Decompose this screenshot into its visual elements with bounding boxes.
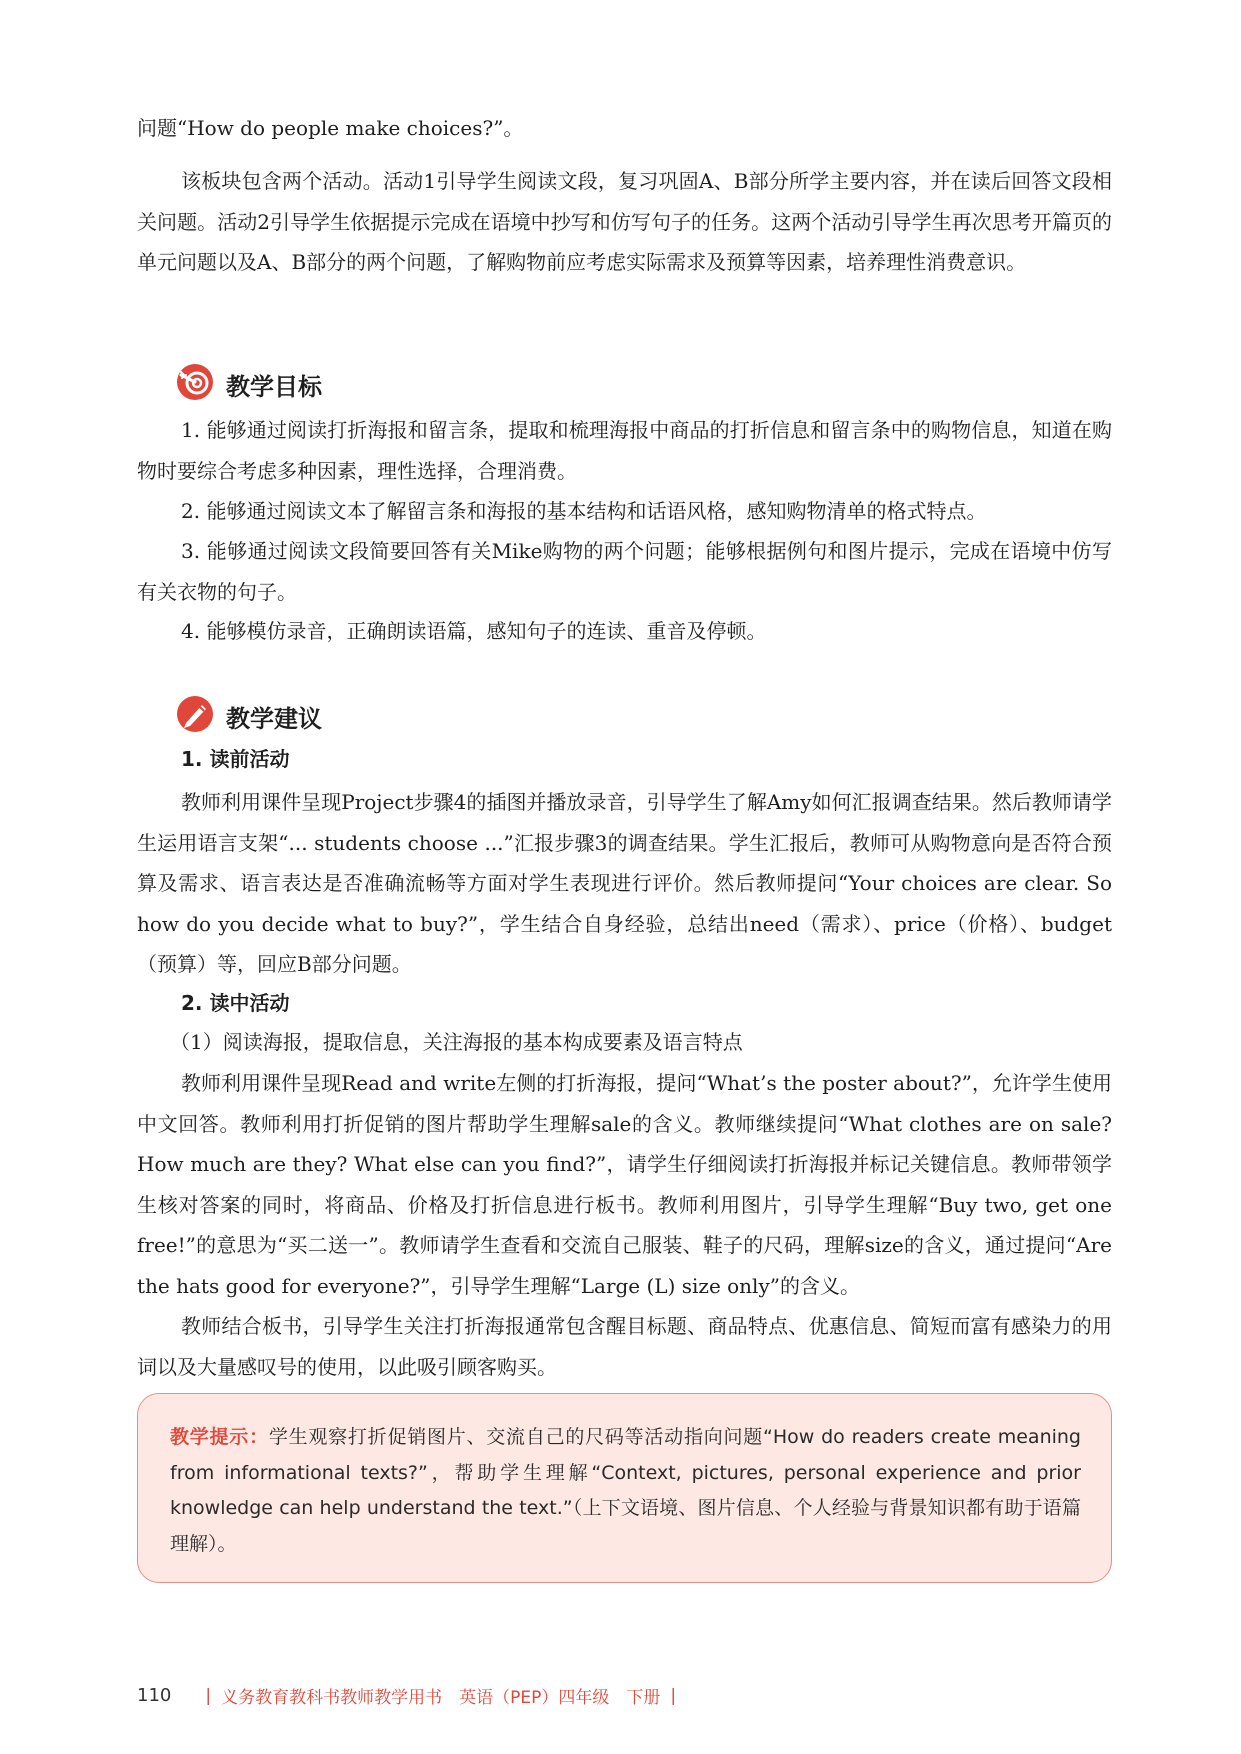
page-number: 110: [137, 1685, 172, 1706]
suggestions-heading: [176, 696, 322, 736]
while-reading-paragraph-1: 教师利用课件呈现Read and write左侧的打折海报，提问“What’s the poster about?”，允许学生使用中文回答。教师利用打折促销的图片帮助学生理解sale的含义。教师继续提问“What clothes are on sale? How much are they? What else can you find?”，请学生仔细阅读打折海报并标记关键信息。教师带领学生核对答案的同时，将商品、价格及打折信息进行板书。教师利用图片，引导学生理解“Buy two, get one free!”的意思为“买二送一”。教师请学生查看和交流自己服装、鞋子的尺码，理解size的含义，通过提问“Are the hats good for everyone?”，引导学生理解“Large (L) size only”的含义。: [137, 1071, 1112, 1298]
objectives-title: 教学目标: [226, 372, 322, 401]
while-reading-subheading: （1）阅读海报，提取信息，关注海报的基本构成要素及语言特点: [170, 1030, 743, 1054]
teaching-tip-box: [137, 1393, 1112, 1583]
suggestions-title: 教学建议: [226, 704, 322, 733]
teaching-tip-body: 学生观察打折促销图片、交流自己的尺码等活动指向问题“How do readers create meaning from informational texts?”，帮助学生理解“Context, pictures, personal experience and prior knowledge can help understand the text.”（上下文语境、图片信息、个人经验与背景知识都有助于语篇理解）。: [170, 1426, 1081, 1555]
pre-reading-paragraph: 教师利用课件呈现Project步骤4的插图并播放录音，引导学生了解Amy如何汇报调查结果。然后教师请学生运用语言支架“... students choose ...”汇报步骤3的调查结果。学生汇报后，教师可从购物意向是否符合预算及需求、语言表达是否准确流畅等方面对学生表现进行评价。然后教师提问“Your choices are clear. So how do you decide what to buy?”，学生结合自身经验，总结出need（需求）、price（价格）、budget（预算）等，回应B部分问题。: [137, 790, 1112, 976]
page-footer: [137, 1683, 686, 1708]
pen-icon: [176, 695, 214, 737]
teaching-tip-text: [170, 1420, 1081, 1562]
while-reading-paragraph-2: 教师结合板书，引导学生关注打折海报通常包含醒目标题、商品特点、优惠信息、简短而富有感染力的用词以及大量感叹号的使用，以此吸引顾客购买。: [137, 1314, 1112, 1379]
objective-item-2: 2. 能够通过阅读文本了解留言条和海报的基本结构和话语风格，感知购物清单的格式特点。: [181, 499, 987, 523]
while-reading-heading: 2. 读中活动: [181, 991, 290, 1015]
objective-item-1: 1. 能够通过阅读打折海报和留言条，提取和梳理海报中商品的打折信息和留言条中的购物信息，知道在购物时要综合考虑多种因素，理性选择，合理消费。: [137, 418, 1112, 483]
objective-item-4: 4. 能够模仿录音，正确朗读语篇，感知句子的连读、重音及停顿。: [181, 619, 767, 643]
pre-reading-heading: 1. 读前活动: [181, 747, 290, 771]
intro-paragraph: 该板块包含两个活动。活动1引导学生阅读文段，复习巩固A、B部分所学主要内容，并在读后回答文段相关问题。活动2引导学生依据提示完成在语境中抄写和仿写句子的任务。这两个活动引导学生再次思考开篇页的单元问题以及A、B部分的两个问题，了解购物前应考虑实际需求及预算等因素，培养理性消费意识。: [137, 169, 1112, 274]
footer-divider-left: |: [205, 1685, 212, 1706]
intro-tail: 问题“How do people make choices?”。: [137, 116, 524, 140]
target-icon: [176, 363, 214, 405]
book-title: 义务教育教科书教师教学用书 英语（PEP）四年级 下册: [221, 1688, 661, 1708]
objective-item-3: 3. 能够通过阅读文段简要回答有关Mike购物的两个问题；能够根据例句和图片提示，完成在语境中仿写有关衣物的句子。: [137, 539, 1112, 604]
objectives-heading: [176, 364, 322, 404]
footer-divider-right: |: [670, 1685, 677, 1706]
teaching-tip-label: 教学提示：: [170, 1426, 269, 1448]
